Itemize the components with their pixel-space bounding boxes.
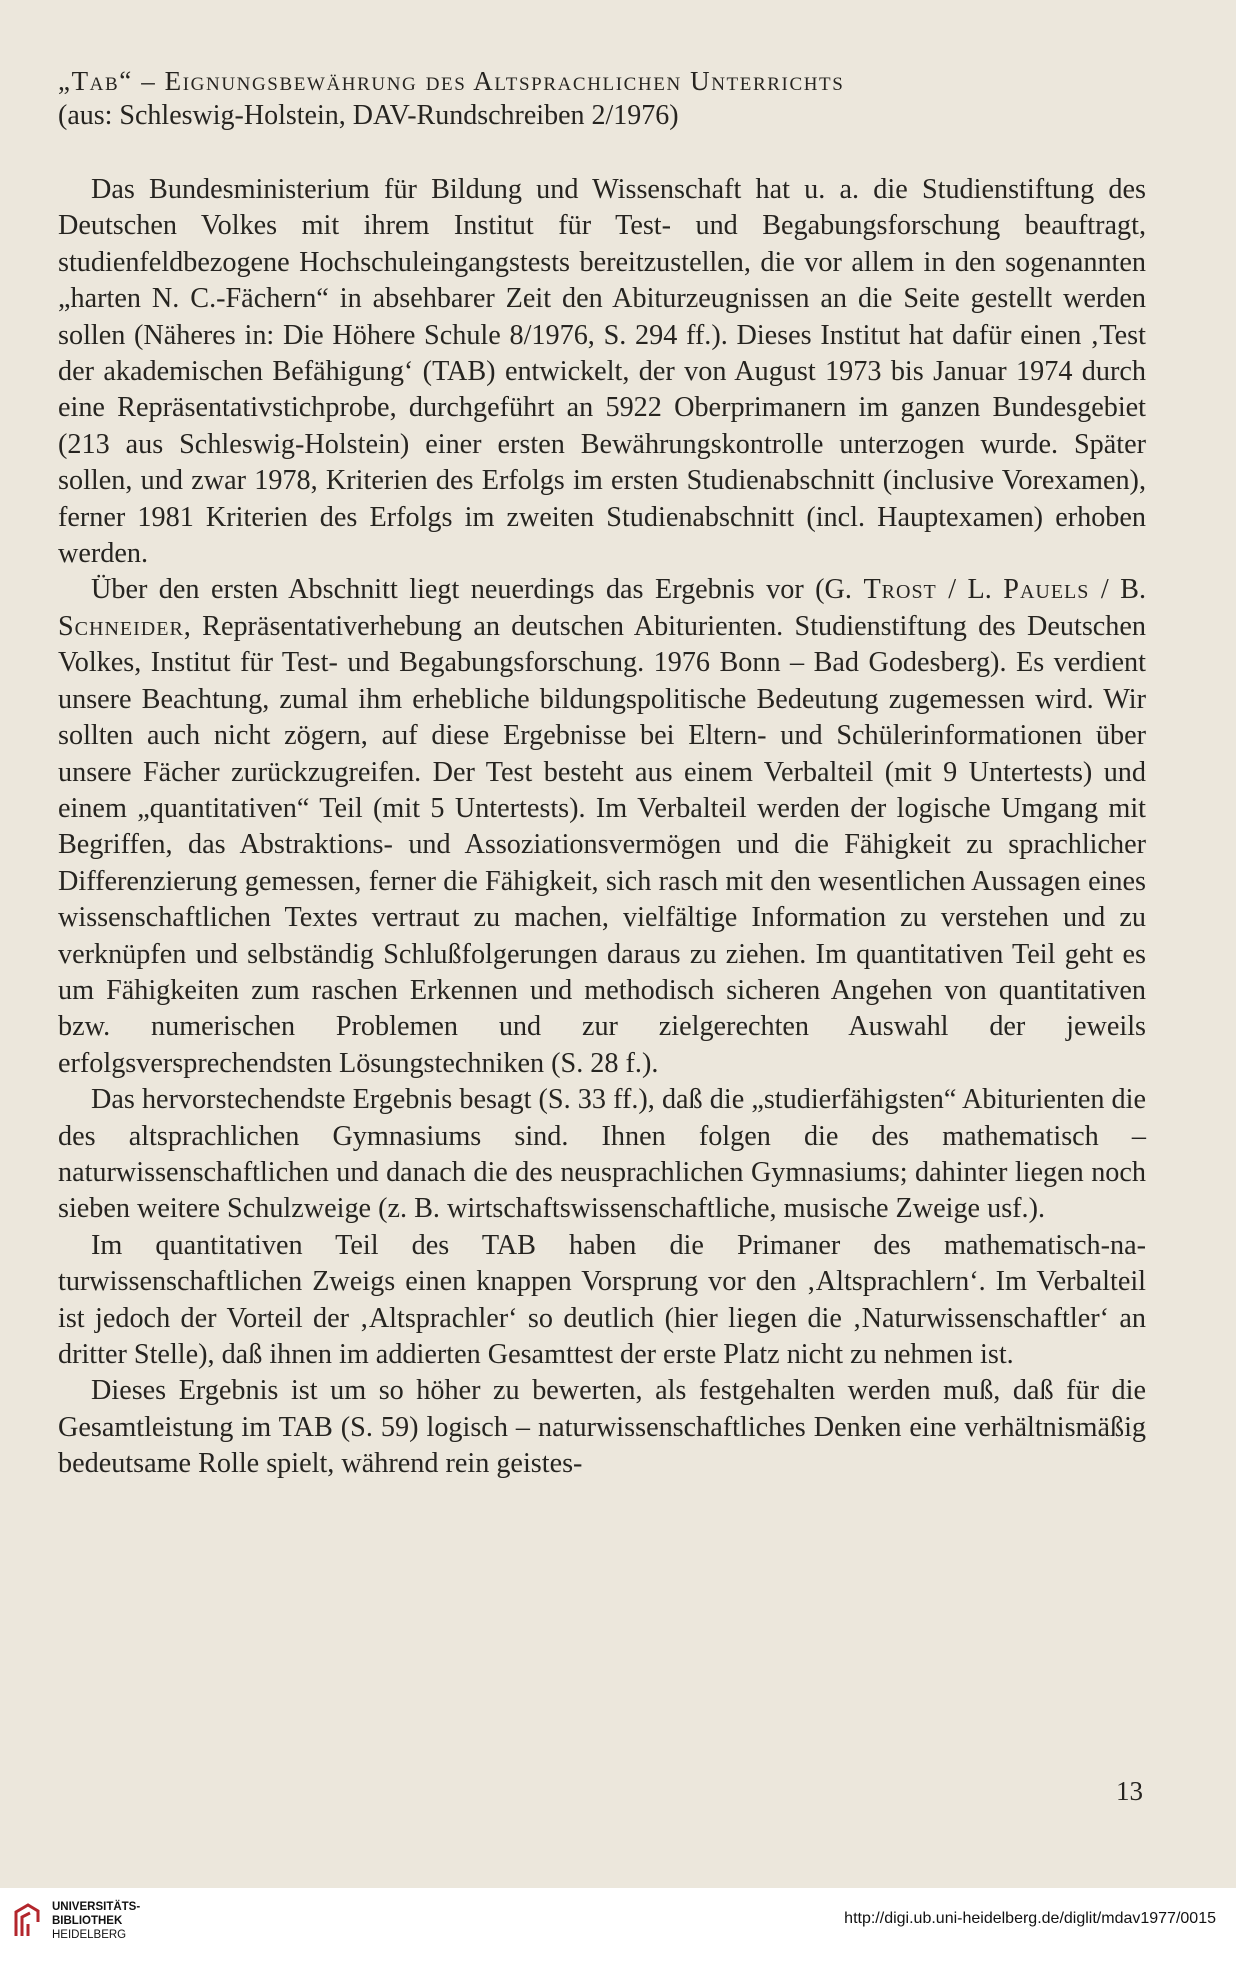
- paragraph-text: Dieses Ergebnis ist um so höher zu bewerten, als festgehalten werden muß, daß für die Gesamtleistung im TAB (S. 59) logisch – naturwissenschaftliches Denken eine verhältnismäßig bedeutsame Rolle spielt, während rein geistes-: [58, 1375, 1146, 1480]
- paragraph-text: Im quantitativen Teil des TAB haben die Primaner des mathematisch-naturwissenschaftlichen Zweigs einen knappen Vorsprung vor den ‚Altsprachlern‘. Im Verbalteil ist jedoch der Vorteil der ‚Altsprachler‘ so deutlich (hier liegen die ‚Naturwissenschaftler‘ an dritter Stelle), daß ihnen im addierten Gesamttest der erste Platz nicht zu nehmen ist.: [58, 1229, 1146, 1370]
- paragraph-text: / B.: [1089, 574, 1146, 606]
- paragraph-text: / L.: [936, 574, 1004, 606]
- library-name-line: BIBLIOTHEK: [52, 1915, 123, 1927]
- paragraph-text: , Repräsentativerhebung an deutschen Abiturienten. Studienstiftung des Deutschen Volkes, Institut für Test- und Begabungsforschung. 1976 Bonn – Bad Godesberg). Es verdient unsere Beachtung, zumal ihm erhebliche bildungspolitische Bedeutung zugemessen wird. Wir sollten auch nicht zögern, auf diese Ergebnisse bei Eltern- und Schülerinformationen über unsere Fächer zurückzugreifen. Der Test besteht aus einem Verbalteil (mit 9 Untertests) und einem „quantitativen“ Teil (mit 5 Untertests). Im Verbalteil werden der logische Umgang mit Begriffen, das Abstraktions- und Assoziationsvermögen und die Fähigkeit zu sprachlicher Differenzierung gemessen, ferner die Fähigkeit, sich rasch mit den wesentlichen Aussagen eines wissenschaftlichen Textes vertraut zu machen, vielfältige Information zu verstehen und zu verknüpfen und selbständig Schlußfolgerungen daraus zu ziehen. Im quantitativen Teil geht es um Fähigkeiten zum raschen Erkennen und methodisch sicheren Angehen von quantitativen bzw. numerischen Problemen und zur zielgerechten Auswahl der jeweils erfolgsversprechendsten Lösungstechniken (S. 28 f.).: [58, 610, 1146, 1079]
- library-name-line: HEIDELBERG: [52, 1929, 127, 1941]
- author-name: Trost: [863, 574, 937, 606]
- library-emblem-icon: [12, 1902, 42, 1940]
- library-name: [52, 1900, 140, 1942]
- paragraph-4: [58, 1228, 1146, 1374]
- page-number: 13: [1116, 1776, 1143, 1806]
- library-logo[interactable]: [12, 1900, 140, 1942]
- article-title: „Tab“ – Eignungsbewährung des Altsprachlichen Unterrichts: [58, 66, 845, 96]
- article-body: [58, 172, 1146, 1483]
- paragraph-1: [58, 172, 1146, 572]
- paragraph-2: [58, 572, 1146, 1082]
- library-name-line: UNIVERSITÄTS-: [52, 1901, 141, 1913]
- paragraph-text: Über den ersten Abschnitt liegt neuerdings das Ergebnis vor (G.: [91, 574, 864, 606]
- digitization-footer: [0, 1888, 1236, 1981]
- author-name: Pauels: [1003, 574, 1090, 606]
- permalink-url[interactable]: http://digi.ub.uni-heidelberg.de/diglit/mdav1977/0015: [844, 1910, 1216, 1927]
- article: [58, 64, 1146, 1483]
- paragraph-3: [58, 1082, 1146, 1228]
- author-name: Schneider: [58, 610, 184, 642]
- paragraph-text: Das Bundesministerium für Bildung und Wissenschaft hat u. a. die Studienstiftung des Deutschen Volkes mit ihrem Institut für Test- und Begabungsforschung beauftragt, studienfeldbezogene Hochschuleingangstests bereitzustellen, die vor allem in den sogenannten „harten N. C.-Fächern“ in absehbarer Zeit den Abiturzeugnissen an die Seite gestellt werden sollen (Näheres in: Die Höhere Schule 8/1976, S. 294 ff.). Dieses Institut hat dafür einen ‚Test der akademischen Befähigung‘ (TAB) entwickelt, der von August 1973 bis Januar 1974 durch eine Repräsentativstichprobe, durchgeführt an 5922 Oberprimanern im ganzen Bundesgebiet (213 aus Schleswig-Holstein) einer ersten Bewährungskontrolle unterzogen wurde. Später sollen, und zwar 1978, Kriterien des Erfolgs im ersten Studienabschnitt (inclusive Vorexamen), ferner 1981 Kriterien des Erfolgs im zweiten Studienabschnitt (incl. Hauptexamen) erhoben werden.: [58, 174, 1146, 570]
- paragraph-5: [58, 1373, 1146, 1482]
- paragraph-text: Das hervorstechendste Ergebnis besagt (S. 33 ff.), daß die „studierfähigsten“ Abiturienten die des altsprachlichen Gymnasiums sind. Ihnen folgen die des mathematisch – naturwissenschaftlichen und danach die des neusprachlichen Gymnasiums; dahinter liegen noch sieben weitere Schulzweige (z. B. wirtschaftswissenschaftliche, musische Zweige usf.).: [58, 1084, 1146, 1225]
- article-source: (aus: Schleswig-Holstein, DAV-Rundschreiben 2/1976): [58, 100, 679, 131]
